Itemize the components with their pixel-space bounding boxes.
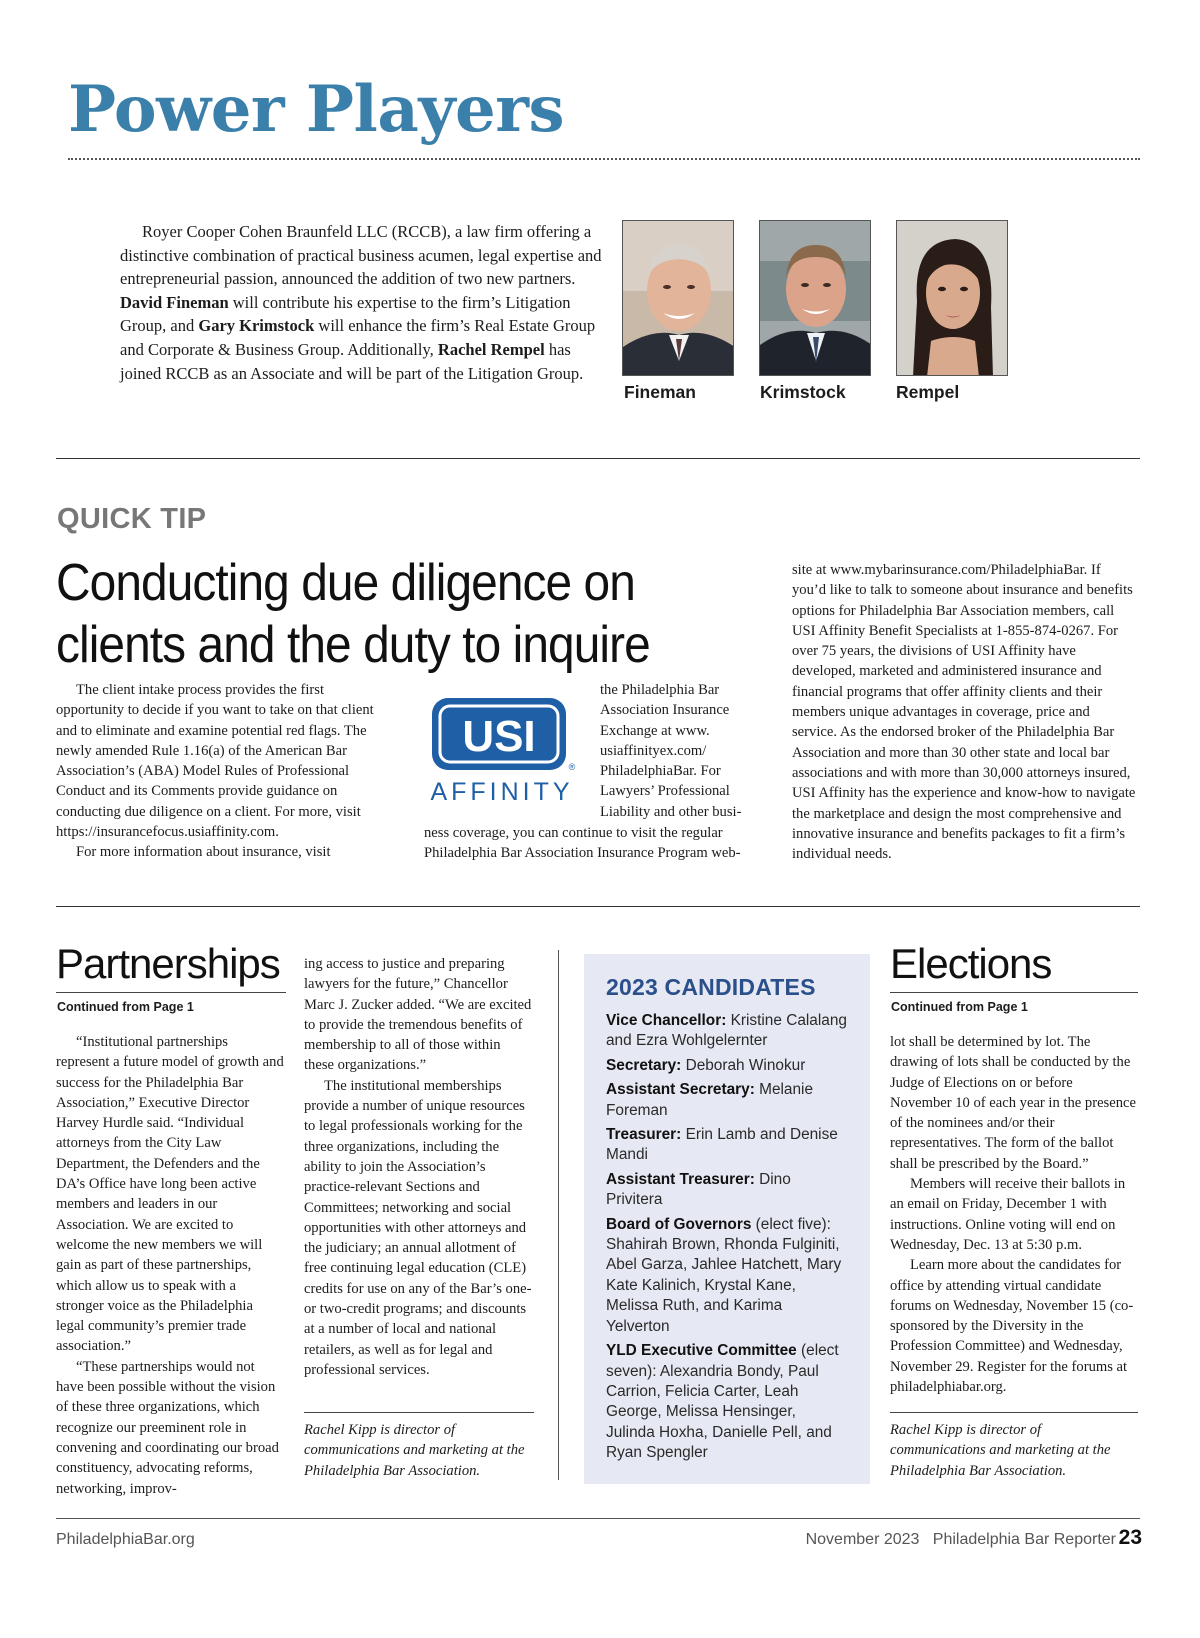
section-title-power-players: Power Players [68, 72, 564, 147]
article-text: has joined RCCB as an Associate and will be part of the Litigation Group. [120, 339, 584, 383]
heading-underline [890, 992, 1138, 993]
person-name: Gary Krimstock [198, 316, 315, 336]
partnerships-byline: Rachel Kipp is director of communications and marketing at the Philadelphia Bar Association. [304, 1422, 525, 1479]
quick-tip-column-3 [792, 560, 1138, 864]
candidate-role: Board of Governors [606, 1215, 752, 1233]
continued-from-label: Continued from Page 1 [57, 1000, 194, 1014]
article-text: Royer Cooper Cohen Braunfeld LLC (RCCB), a law firm offering a distinctive combination of practical business acumen, legal expertise and entrepreneurial passion, announced the addition of two new partners. [120, 222, 602, 289]
section-title-elections: Elections [890, 940, 1052, 987]
candidate-role: Assistant Secretary: [606, 1081, 755, 1099]
quick-tip-headline: Conducting due diligence on clients and the duty to inquire [56, 554, 650, 674]
heading-underline [56, 992, 286, 993]
section-divider [56, 906, 1140, 907]
article-paragraph: The client intake process provides the first opportunity to decide if you want to take on that client and to eliminate and examine potential red flags. The newly amended Rule 1.16(a) of the American Bar Association’s (ABA) Model Rules of Professional Conduct and its Comments provide guidance on conducting due diligence on a client. For more, visit https://insurancefocus.usiaffinity.com. [56, 682, 374, 841]
partnerships-column-1 [56, 1032, 284, 1499]
candidate-entry [606, 1011, 848, 1052]
candidate-names: Melanie Foreman [606, 1081, 814, 1119]
footer-website: PhiladelphiaBar.org [56, 1531, 195, 1548]
candidate-role: Assistant Treasurer: [606, 1170, 755, 1188]
candidate-names: (elect seven): Alexandria Bondy, Paul Carrion, Felicia Carter, Leah George, Melissa Hensinger, Julinda Hoxha, Danielle Pell, and Ryan Spengler [606, 1342, 839, 1462]
candidate-role: Vice Chancellor: [606, 1012, 727, 1029]
footer-rule [56, 1518, 1140, 1519]
power-players-article [120, 220, 602, 385]
article-paragraph: “These partnerships would not have been possible without the vision of these three organizations, which recognize our preeminent role in convening and coordinating our broad constituency, advocating reforms, networking, improv- [56, 1358, 279, 1497]
candidate-names: Kristine Calalang and Ezra Wohlgelernter [606, 1012, 847, 1050]
candidate-entry [606, 1341, 848, 1463]
candidate-entry [606, 1056, 848, 1076]
headshot-fineman [622, 220, 734, 376]
article-text: will contribute his expertise to the firm’s Litigation Group, and [120, 292, 571, 336]
candidate-entry [606, 1125, 848, 1166]
byline-rule [890, 1412, 1138, 1413]
article-paragraph: For more information about insurance, visit [76, 844, 331, 861]
candidate-names: Dino Privitera [606, 1170, 791, 1209]
section-divider [56, 458, 1140, 459]
logo-registered-mark: ® [568, 762, 576, 772]
candidate-role: YLD Executive Committee [606, 1342, 797, 1360]
candidate-role: Secretary: [606, 1056, 682, 1074]
photo-caption: Rempel [896, 382, 960, 402]
candidates-box [584, 954, 870, 1484]
candidate-role: Treasurer: [606, 1126, 682, 1144]
person-name: David Fineman [120, 292, 229, 312]
column-divider [558, 950, 559, 1480]
candidate-names: (elect five): Shahirah Brown, Rhonda Fulginiti, Abel Garza, Jahlee Hatchett, Mary Kate Kalinich, Krystal Kane, Melissa Ruth, and Karima Yelverton [606, 1215, 842, 1335]
article-paragraph: Learn more about the candidates for office by attending virtual candidate forums on Wednesday, November 15 (co-sponsored by the Diversity in the Profession Committee) and Wednesday, November 29. Register for the forums at philadelphiabar.org. [890, 1257, 1134, 1396]
article-paragraph: The institutional memberships provide a number of unique resources to legal professionals working for the three organizations, including the ability to join the Association’s practice-relevant Sections and Committees; networking and social opportunities with other attorneys and the judiciary; an annual allotment of free continuing legal education (CLE) credits for use on any of the Bar’s one- or two-credit programs; and discounts at a number of local and national retailers, as well as for legal and professional services. [304, 1077, 532, 1378]
candidate-entry [606, 1215, 848, 1337]
quick-tip-column-2-side [600, 680, 760, 822]
article-paragraph: site at www.mybarinsurance.com/PhiladelphiaBar. If you’d like to talk to someone about insurance and benefits options for Philadelphia Bar Association members, call USI Affinity Benefit Specialists at 1-855-874-0267. For over 75 years, the divisions of USI Affinity have developed, marketed and administered insurance and financial programs that offer affinity clients and their members unique advantages in coverage, price and service. As the endorsed broker of the Philadelphia Bar Association and more than 30 other state and local bar associations and with more than 30,000 attorneys insured, USI Affinity has the experience and know-how to navigate the marketplace and design the most comprehensive and innovative insurance and benefits packages to fit a firm’s individual needs. [792, 562, 1136, 863]
byline-rule [304, 1412, 534, 1413]
person-name: Rachel Rempel [437, 339, 545, 359]
photo-caption: Fineman [624, 382, 696, 402]
usi-affinity-logo [430, 696, 578, 814]
section-title-partnerships: Partnerships [56, 940, 280, 987]
candidate-entry [606, 1170, 848, 1211]
article-paragraph: Members will receive their ballots in an email on Friday, December 1 with instructions. Online voting will end on Wednesday, Dec. 13 at 5:30 p.m. [890, 1176, 1126, 1253]
footer-issue: November 2023 Philadelphia Bar Reporter [805, 1531, 1116, 1548]
elections-byline: Rachel Kipp is director of communications and marketing at the Philadelphia Bar Association. [890, 1422, 1111, 1479]
logo-affinity-text: AFFINITY [430, 778, 574, 806]
article-paragraph: lot shall be determined by lot. The drawing of lots shall be conducted by the Judge of Elections on or before November 10 of each year in the presence of the nominees and/or their representatives. The form of the ballot shall be prescribed by the Board.” [890, 1034, 1136, 1172]
partnerships-column-2 [304, 954, 532, 1380]
article-paragraph: ness coverage, you can continue to visit the regular Philadelphia Bar Association Insurance Program web- [424, 825, 741, 862]
article-paragraph: the Philadelphia Bar Association Insurance Exchange at www. usiaffinityex.com/ PhiladelphiaBar. For Lawyers’ Professional Liability and other busi- [600, 682, 742, 820]
candidate-names: Deborah Winokur [681, 1056, 806, 1074]
page-number: 23 [1118, 1526, 1142, 1549]
quick-tip-kicker: QUICK TIP [57, 503, 207, 535]
headshot-krimstock [759, 220, 871, 376]
quick-tip-column-2-bottom [424, 823, 760, 864]
candidate-entry [606, 1080, 848, 1121]
photo-caption: Krimstock [760, 382, 846, 402]
headshot-rempel [896, 220, 1008, 376]
article-text: will enhance the firm’s Real Estate Group and Corporate & Business Group. Additionally, [120, 316, 596, 359]
candidate-names: Erin Lamb and Denise Mandi [606, 1126, 838, 1164]
article-paragraph: “Institutional partnerships represent a future model of growth and success for the Philadelphia Bar Association,” Executive Director Harvey Hurdle said. “Individual attorneys from the City Law Department, the Defenders and the DA’s Office have long been active members and leaders in our Association. We are excited to welcome the new members we will gain as part of these partnerships, which allow us to speak with a stronger voice as the Philadelphia legal community’s premier trade association.” [56, 1034, 284, 1355]
article-paragraph: ing access to justice and preparing lawyers for the future,” Chancellor Marc J. Zucker added. “We are excited to provide the tremendous benefits of membership to all of those within these organizations.” [304, 956, 532, 1074]
candidates-title: 2023 CANDIDATES [606, 974, 816, 1000]
dotted-divider [68, 158, 1140, 160]
elections-column [890, 1032, 1136, 1397]
logo-usi-text: USI [462, 712, 536, 761]
continued-from-label: Continued from Page 1 [891, 1000, 1028, 1014]
quick-tip-column-1 [56, 680, 376, 863]
